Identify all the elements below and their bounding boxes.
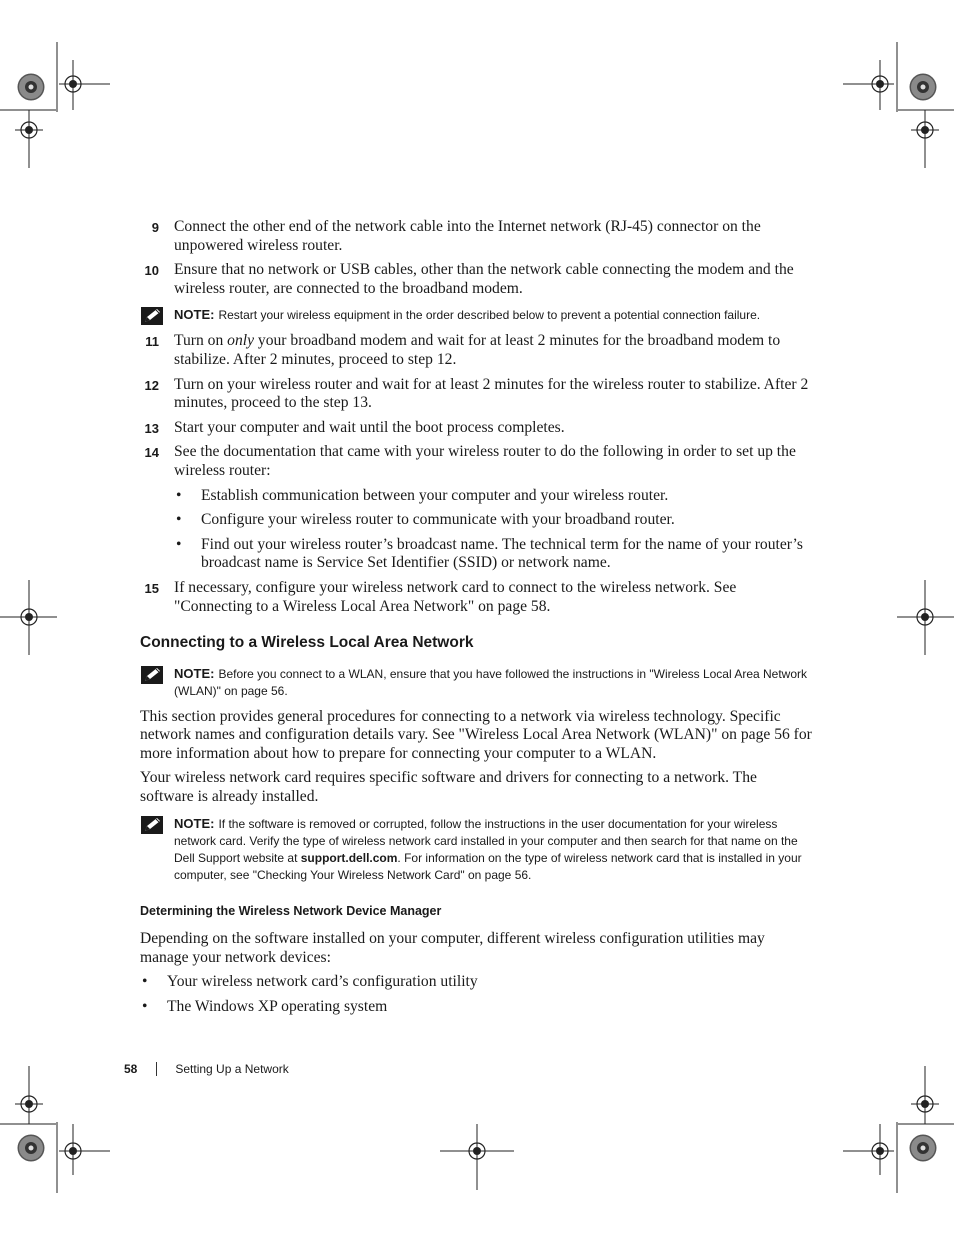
note-text-post: . For information on the type of wireless network card that is installed in your computer, see "Checking Your Wireless Network Card" on page 56. (174, 850, 802, 882)
support-link[interactable]: support.dell.com (300, 850, 398, 865)
note-software-removed (140, 815, 812, 884)
page-content (140, 218, 812, 1023)
list-item-text: Your wireless network card’s configuration utility (167, 973, 478, 991)
step-text: If necessary, configure your wireless network card to connect to the wireless network. See "Connecting to a Wireless Local Area Network" on page 58. (174, 578, 737, 615)
note-text-pre: If the software is removed or corrupted, follow the instructions in the user documentation for your wireless network card. Verify the type of wireless network card installed in your computer and then search for that name on the Dell Support website at (174, 816, 798, 865)
bullet-glyph: • (176, 511, 182, 529)
note-pencil-icon (140, 815, 164, 835)
list-item (174, 536, 812, 573)
step-15 (140, 579, 812, 616)
list-item (140, 998, 812, 1017)
step-10 (140, 261, 812, 298)
bullet-glyph: • (142, 998, 148, 1016)
chapter-title: Setting Up a Network (175, 1062, 289, 1076)
bullet-glyph: • (176, 486, 182, 504)
list-item (140, 973, 812, 992)
list-item-text: Establish communication between your computer and your wireless router. (201, 486, 669, 504)
step-number: 13 (144, 420, 159, 436)
note-pencil-icon (140, 665, 164, 685)
step-text: Turn on your wireless router and wait for at least 2 minutes for the wireless router to stabilize. After 2 minutes, proceed to the step 13. (174, 375, 809, 412)
step-14 (140, 443, 812, 480)
paragraph-software-drivers: Your wireless network card requires specific software and drivers for connecting to a network. The software is already installed. (140, 769, 757, 806)
list-item-text: Find out your wireless router’s broadcast name. The technical term for the name of your router’s broadcast name is Service Set Identifier (SSID) or network name. (201, 535, 803, 572)
note-label: NOTE: (174, 665, 215, 681)
step-number: 12 (144, 377, 159, 393)
paragraph-config-utilities: Depending on the software installed on your computer, different wireless configuration utilities may manage your network devices: (140, 930, 765, 966)
section-heading: Connecting to a Wireless Local Area Network (140, 634, 474, 652)
note-text: Restart your wireless equipment in the order described below to prevent a potential connection failure. (218, 308, 761, 323)
page-footer (124, 1062, 289, 1076)
step-text-emphasis: only (227, 332, 255, 350)
subsection-heading: Determining the Wireless Network Device Manager (140, 903, 442, 918)
step-text: Start your computer and wait until the boot process completes. (174, 418, 565, 436)
step-number: 15 (144, 580, 159, 596)
step-13 (140, 419, 812, 438)
step-number: 11 (145, 334, 159, 350)
bullet-glyph: • (176, 535, 182, 553)
bullet-glyph: • (142, 973, 148, 991)
step-text-pre: Turn on (174, 332, 228, 350)
paragraph-general-procedures: This section provides general procedures for connecting to a network via wireless technology. Specific network names and configuration details vary. See "Wireless Local Area Network (WLAN)" on page 56 for more information about how to prepare for connecting your computer to a WLAN. (140, 707, 812, 762)
step-number: 14 (144, 445, 159, 461)
step-text: Ensure that no network or USB cables, other than the network cable connecting the modem and the wireless router, are connected to the broadband modem. (174, 261, 794, 297)
step-12 (140, 376, 812, 413)
step-number: 9 (151, 220, 159, 235)
note-pencil-icon (140, 306, 164, 326)
step-text: Connect the other end of the network cable into the Internet network (RJ-45) connector on the unpowered wireless router. (174, 218, 761, 254)
page-number: 58 (124, 1062, 138, 1076)
list-item (174, 511, 812, 530)
note-wlan-prereq (140, 665, 812, 700)
device-manager-bullets (140, 973, 812, 1016)
step-number: 10 (144, 263, 159, 279)
note-label: NOTE: (174, 307, 215, 323)
list-item (174, 487, 812, 506)
list-item-text: Configure your wireless router to communicate with your broadband router. (201, 511, 675, 529)
footer-divider (156, 1062, 157, 1076)
note-text: Before you connect to a WLAN, ensure that you have followed the instructions in "Wireless Local Area Network (WLAN)" on page 56. (174, 666, 808, 698)
step-text: See the documentation that came with your wireless router to do the following in order to set up the wireless router: (174, 443, 796, 479)
step-11 (140, 332, 812, 369)
step-text-post: your broadband modem and wait for at least 2 minutes for the broadband modem to stabilize. After 2 minutes, proceed to step 12. (174, 332, 781, 368)
note-label: NOTE: (174, 815, 215, 831)
step-14-bullets (174, 487, 812, 573)
note-restart-order (140, 306, 812, 324)
step-9 (140, 218, 812, 255)
list-item-text: The Windows XP operating system (167, 998, 388, 1016)
